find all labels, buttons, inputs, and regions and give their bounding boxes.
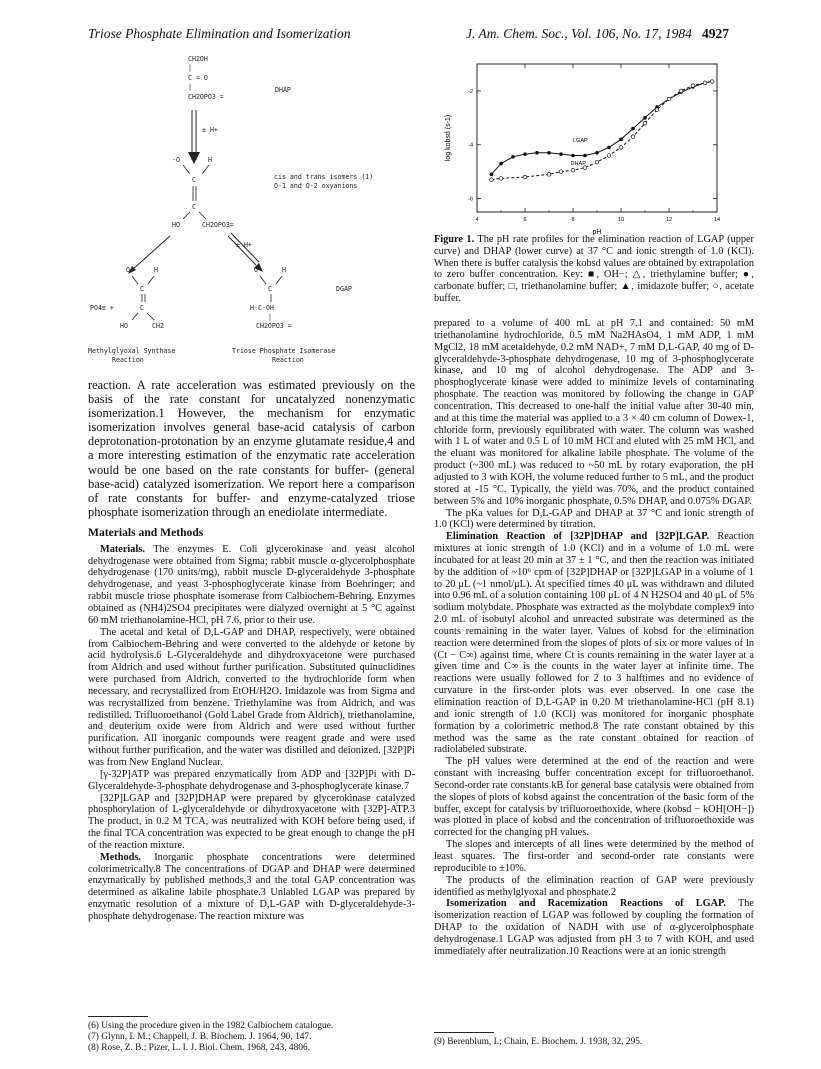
y-tick-label: -4 [468,142,473,149]
isomerization-paragraph [434,898,754,957]
scheme-mgs-c2: C [140,304,144,312]
scheme-gap-ch2opo3: CH2OPO3 = [256,322,292,330]
right-column-body [434,318,754,958]
x-tick-label: 12 [665,217,673,223]
reaction-scheme [88,52,418,374]
labeled-substrates-paragraph: [32P]LGAP and [32P]DHAP were prepared by glycerokinase catalyzed phosphorylation of L-glyceraldehyde or dihydroxyacetone with [32P]-ATP.3 The product, in 0.2 M TCA, was neutralized with KOH before being used, if the final TCA concentration was expected to be great enough to change the pH of the reaction mixture. [88,792,415,851]
y-tick-label: -6 [468,196,473,203]
reagents-paragraph: The acetal and ketal of D,L-GAP and DHAP, respectively, were obtained from Calbiochem-Behring and were converted to the aldehyde or ketone by acid hydrolysis.6 L-Glyceraldehyde and dihydroxyacetone were purchased from Aldrich and used without further purification. Substituted quinuclidines were purchased from Aldrich, converted to the hydrochloride form when necessary, and recrystallized from EtOH/H2O. Imidazole was from Sigma and was recrystallized from benzene. Triethylamine was from Aldrich, and was redistilled. Trifluoroethanol (Gold Label Grade from Aldrich), triethanolamine, and deuterium oxide were from Aldrich and were used without further purification. All inorganic compounds were reagent grade and were used without further purification, and the water was distilled and deionized. [32P]Pi was from New England Nuclear. [88,626,415,768]
scheme-gap-hcoh: H-C-OH [250,304,274,312]
data-point-dhap [571,168,575,172]
methods-runin: Methods. [100,851,141,863]
scheme-label-mgs-2: Reaction [112,356,144,364]
data-point-dhap [691,84,695,88]
data-point-lgap [490,173,494,177]
footnote-6: (6) Using the procedure given in the 1982 Calbiochem catalogue. [88,1021,334,1031]
scheme-gap-o: O [254,266,258,274]
data-point-lgap [535,151,539,155]
scheme-proton-1: ± H+ [202,126,218,134]
series-line-dhap [491,82,712,180]
scheme-mgs-phosphate: PO4≡ + [90,304,114,312]
y-tick-label: -2 [468,88,473,95]
data-point-dhap [607,154,611,158]
data-point-lgap [511,155,515,159]
footnote-9: (9) Berenblum, I.; Chain, E. Biochem. J. 1938, 32, 295. [434,1037,643,1047]
running-header-citation [466,26,729,42]
data-point-lgap [547,151,551,155]
running-header-title: Triose Phosphate Elimination and Isomerization [88,26,351,41]
ph-rate-profile-chart [440,58,740,238]
elimination-runin: Elimination Reaction of [32P]DHAP and [32P]LGAP. [446,531,710,543]
scheme-dhap-ch2oh: CH2OH [188,55,208,63]
data-point-dhap [679,89,683,93]
intro-paragraph: reaction. A rate acceleration was estimated previously on the basis of the rate constant for uncatalyzed nonenzymatic isomerization.1 However, the mechanism for enzymatic isomerization involves general base-acid catalysis of carbon deprotonation-protonation by an enzyme glutamate residue,4 and a more interesting estimation of the enzymatic rate acceleration would be one based on the rate constants for buffer- (general base-acid) catalyzed isomerization. We report here a comparison of rate constants for buffer- and enzyme-catalyzed triose phosphate isomerization through an enediolate intermediate. [88,378,415,519]
journal-citation: J. Am. Chem. Soc., Vol. 106, No. 17, 1984 [466,26,692,41]
chart-annotation-lgap: LGAP [573,138,588,145]
data-point-lgap [607,146,611,150]
scheme-label-mgs-1: Methylglyoxal Synthase [88,347,176,355]
data-point-lgap [631,127,635,131]
data-point-lgap [583,154,587,158]
left-footnotes [88,1021,415,1054]
isomerization-runin: Isomerization and Racemization Reactions of LGAP. [446,898,726,910]
figure-caption-label: Figure 1. [434,234,475,245]
materials-paragraph [88,544,415,627]
data-point-dhap [547,173,551,177]
scheme-gap-label: DGAP [336,285,352,293]
footnote-8: (8) Rose, Z. B.; Pizer, L. I. J. Biol. Chem. 1968, 243, 4806. [88,1043,311,1053]
right-footnotes [434,1037,754,1048]
data-point-dhap [490,178,494,182]
scheme-dhap-co: C = O [188,74,208,82]
figure-caption-text: The pH rate profiles for the elimination reaction of LGAP (upper curve) and DHAP (lower curve) at 37 °C and ionic strength of 1.0 (KCl). When there is buffer catalysis the kobsd values are obtained by extrapolation to zero buffer concentration. Key: ■, OH−; △, triethylamine buffer; ●, carbonate buffer; □, triethanolamine buffer; ▲, imidazole buffer; ○, acetate buffer. [434,234,754,304]
scheme-enediol-c2: C [192,203,196,211]
data-point-dhap [710,80,714,84]
materials-text: The enzymes E. Coli glycerokinase and yeast alcohol dehydrogenase were obtained from Sigma; rabbit muscle α-glycerolphosphate dehydrogenase (170 units/mg), rabbit muscle D-glyceraldehyde 3-phosphate dehydrogenase, and yeast 3-phosphoglycerate kinase from Boehringer; and rabbit muscle triose phosphate isomerase from Calbiochem-Behring. Enzymes obtained as (NH4)2SO4 precipitates were dialyzed overnight at 5 °C against 60 mM triethanolamine-HCl, pH 7.6, prior to their use. [88,543,416,626]
elimination-paragraph [434,531,754,756]
page-number: 4927 [702,26,729,41]
elimination-text: Reaction mixtures at ionic strength of 1.0 (KCl) and in a volume of 1.0 mL were incubated for at least 20 min at 37 ± 1 °C, and then the reaction was initiated by the addition of ~10⁶ cpm of [32P]DHAP or [32P]LGAP in a volume of 1 to 20 μL (~1 nmol/μL). At specified times 40 μL was withdrawn and diluted into 0.96 mL of a solution containing 100 μL of 4 N H2SO4 and 40 μL of 5% sodium molybdate. Phosphate was extracted as the molybdate complex9 into 2.0 mL of isobutyl alcohol and unreacted substrate was determined as the counts remaining in the water layer. Values of kobsd for the elimination reaction were determined from the slopes of plots of six or more values of ln (Ct − C∞) against time, where Ct is counts remaining in the water layer at a given time and C∞ is the counts in the water layer at infinite time. The reactions were usually followed for 2 to 3 halftimes and no evidence of curvature in the first-order plots was ever observed. In one case the elimination reaction of D,L-GAP in 0.20 M triethanolamine-HCl (pH 8.1) and ionic strength of 1.0 (KCl) was monitored for inorganic phosphate formation by a colorimetric method.8 The rate constant obtained by this method was the same as the rate constant obtained for reaction of radiolabeled substrate. [434,531,755,756]
x-tick-label: 14 [713,217,721,223]
chart-annotation-dhap: DHAP [570,160,586,167]
least-squares-paragraph: The slopes and intercepts of all lines were determined by the method of least squares. The first-order and second-order rate constants were reproducible to ±10%. [434,839,754,874]
scheme-label-tpi-1: Triose Phosphate Isomerase [232,347,336,355]
scheme-enediol-ch2opo3: CH2OPO3= [202,221,234,229]
preparation-paragraph: prepared to a volume of 400 mL at pH 7.1 and contained: 50 mM triethanolamine hydrochloride, 0.5 mM Na2HAsO4, 1 mM ADP, 1 mM MgCl2, 18 mM acetaldehyde, 0.2 mM NAD+, 7 mM D,L-GAP, 40 mg of D-glyceraldehyde-3-phosphate dehydrogenase, 10 mg of 3-phosphoglycerate kinase, and 10 mg of alcohol dehydrogenase. The ADP and 3-phosphoglycerate kinase were added to minimize levels of contaminating phosphate. The reaction was monitored by following the change in GAP concentration. This decreased to one-half the initial value after 30-40 min, and at this time the material was applied to a 3 × 40 cm column of Dowex-1, chloride form, previously equilibrated with water. The column was washed with 1 L of water and 0.5 L of 10 mM HCl and eluted with 25 mM HCl, and the eluant was monitored for alkaline labile phosphate. The volume of the product (~300 mL) was reduced to ~50 mL by rotary evaporation, the pH adjusted to 3 with KOH, the volume reduced further to 5 mL, and the product stored at -15 °C. Typically, the yield was 70%, and the product contained between 5% and 10% inorganic phosphate, 0.5% DHAP, and 0.075% DGAP. [434,318,754,507]
data-point-dhap [619,146,623,150]
section-heading-materials-methods: Materials and Methods [88,525,204,539]
scheme-mgs-c1: C [140,285,144,293]
footnote-7: (7) Glynn, I. M.; Chappell, J. B. Biochem. J. 1964, 90, 147. [88,1032,312,1042]
scheme-dhap-ch2opo3: CH2OPO3 = [188,93,224,101]
scheme-mgs-o: O [126,266,130,274]
right-footnote-rule [434,1032,494,1033]
chart-series [490,80,714,182]
scheme-mgs-ho: HO [120,322,128,330]
atp-paragraph: [γ-32P]ATP was prepared enzymatically from ADP and [32P]Pi with D-Glyceraldehyde-3-phosphate dehydrogenase and 3-phosphoglycerate kinase.7 [88,768,415,792]
data-point-lgap [619,138,623,142]
x-tick-label: 4 [475,217,479,223]
scheme-proton-2: ± H+ [236,241,252,249]
left-column-body [88,378,415,923]
x-tick-label: 8 [571,217,575,223]
ph-values-paragraph: The pH values were determined at the end of the reaction and were constant with increasing buffer concentration except for trifluoroethanol. Second-order rate constants kB for general base catalysis were obtained from the slopes of plots of kobsd against the concentration of the basic form of the buffer, except for catalysis by trifluoroethoxide, where (kobsd − kOH[OH−]) was plotted in place of kobsd and the concentration of trifluoroethoxide was corrected for the changing pH values. [434,756,754,839]
methods-text: Inorganic phosphate concentrations were determined colorimetrically.8 The concentrations of DGAP and DHAP were determined enzymatically by published methods,3 and the total GAP concentration was determined as alkaline labile phosphate.3 Unlabled LGAP was prepared by enzymatic resolution of a mixture of D,L-GAP with D-glyceraldehyde-3-phosphate dehydrogenase. The reaction mixture was [88,851,415,922]
x-tick-label: 6 [523,217,527,223]
data-point-dhap [523,175,527,179]
data-point-dhap [703,81,707,85]
data-point-lgap [643,116,647,120]
data-point-lgap [523,152,527,156]
equilibrium-arrow-1 [188,110,200,164]
scheme-dhap-bond2: | [188,83,192,91]
data-point-dhap [559,170,563,174]
pka-paragraph: The pKa values for D,L-GAP and DHAP at 37 °C and ionic strength of 1.0 (KCl) were determined by titration. [434,507,754,531]
scheme-dhap-bond1: | [188,64,192,72]
data-point-lgap [595,151,599,155]
data-point-dhap [631,135,635,139]
data-point-lgap [559,152,563,156]
scheme-dhap-label: DHAP [275,86,291,94]
scheme-isomers-note-2: O-1 and O-2 oxyanions [274,182,358,190]
scheme-gap-bond: | [268,313,272,321]
series-line-lgap [491,82,712,175]
methods-paragraph [88,852,415,923]
figure-caption [434,234,754,305]
data-point-lgap [499,162,503,166]
scheme-mgs-h: H [154,266,158,274]
left-footnote-rule [88,1016,148,1017]
isomerization-text: The isomerization reaction of LGAP was followed by coupling the formation of DHAP to the oxidation of NADH with use of α-glycerolphosphate dehydrogenase.1 LGAP was adjusted from pH 3 to 7 with KOH, and used immediately after neutralization.10 Reactions were at an ionic strength [434,898,754,957]
chart-frame [477,64,717,212]
scheme-isomers-note-1: cis and trans isomers (1) [274,173,374,181]
scheme-gap-c1: C [268,285,272,293]
arrow-to-methylglyoxal [128,236,170,274]
scheme-label-tpi-2: Reaction [272,356,304,364]
data-point-dhap [595,160,599,164]
data-point-dhap [655,108,659,112]
chart-xlabel: pH [592,229,602,236]
scheme-mgs-ch2: CH2 [152,322,164,330]
materials-runin: Materials. [100,543,145,555]
scheme-enediol-h: H [208,156,212,164]
data-point-dhap [499,177,503,181]
products-paragraph: The products of the elimination reaction of GAP were previously identified as methylglyoxal and phosphate.2 [434,874,754,898]
chart-ticks [468,64,720,223]
scheme-enediol-c1: C [192,176,196,184]
data-point-dhap [667,97,671,101]
x-tick-label: 10 [617,217,625,223]
scheme-gap-h: H [282,266,286,274]
scheme-enediol-ho: HO [172,221,180,229]
chart-ylabel: log kobsd (s-1) [445,114,452,162]
scheme-enediol-o: -O [172,156,180,164]
data-point-dhap [643,121,647,125]
data-point-lgap [571,154,575,158]
